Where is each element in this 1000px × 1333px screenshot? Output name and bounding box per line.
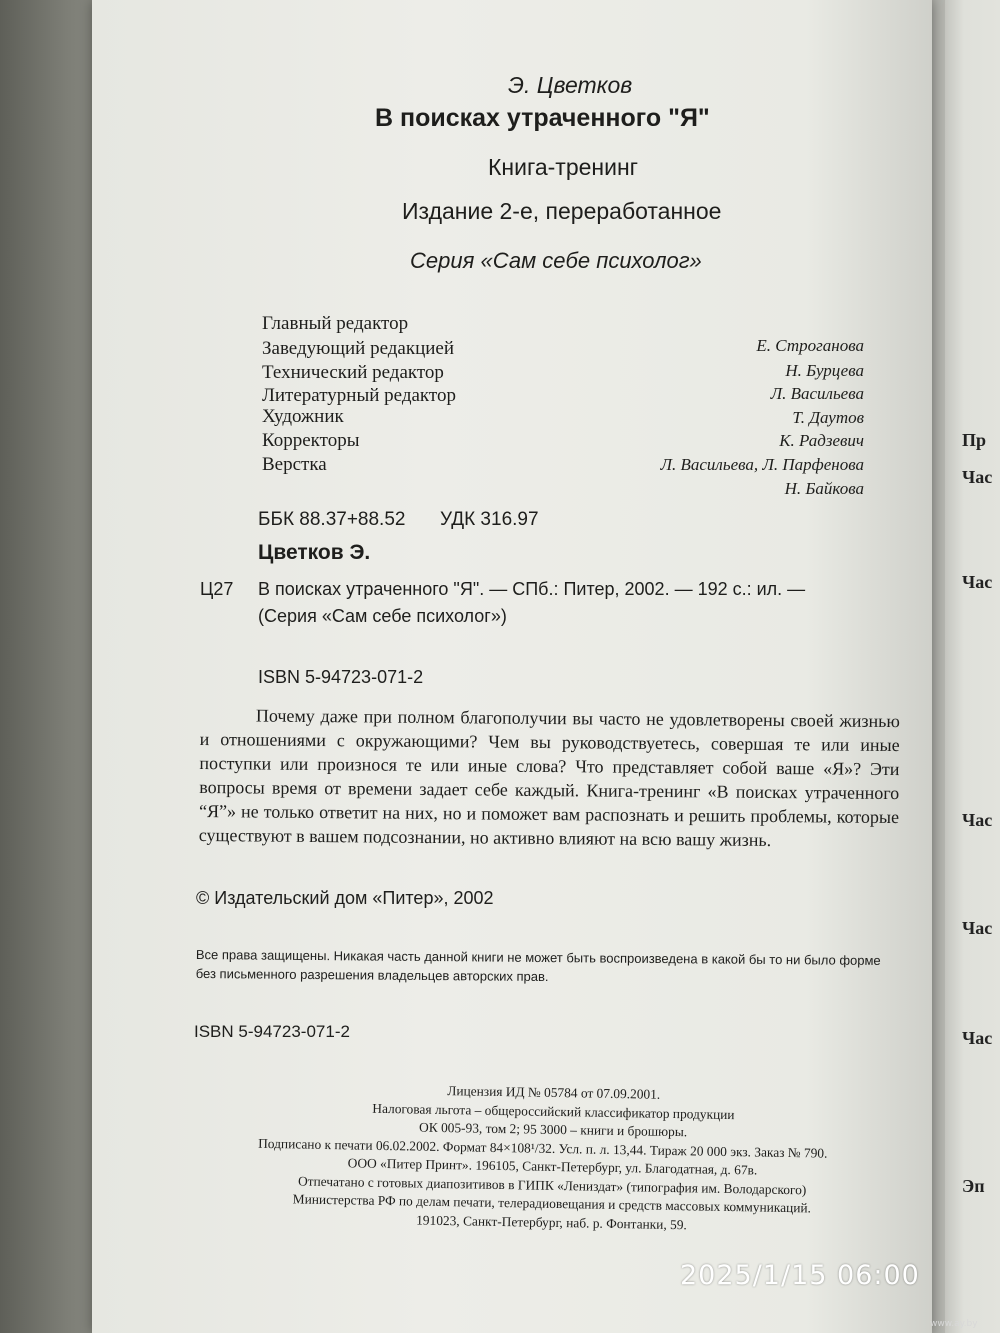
imprint-line: Лицензия ИД № 05784 от 07.09.2001. [447, 1083, 661, 1102]
catalog-author: Цветков Э. [258, 541, 371, 564]
imprint-line: Отпечатано с готовых диапозитивов в ГИПК «Лениздат» (типография им. Володарского) [297, 1172, 807, 1197]
facing-page-fragment: Час [962, 810, 993, 830]
udk-code: УДК 316.97 [440, 509, 539, 530]
imprint-line: ООО «Питер Принт». 196105, Санкт-Петербург, ул. Благодатная, д. 67в. [347, 1155, 758, 1178]
facing-page-fragment: Час [962, 918, 993, 938]
credit-role: Главный редактор [262, 313, 409, 334]
facing-page-fragment: Час [962, 572, 993, 592]
imprint-line: 191023, Санкт-Петербург, наб. р. Фонтанки, 59. [416, 1212, 687, 1232]
credit-role: Художник [262, 406, 344, 427]
isbn-top: ISBN 5-94723-071-2 [258, 667, 424, 687]
bbk-code: ББК 88.37+88.52 [258, 509, 406, 530]
credit-name: Л. Васильева [770, 384, 864, 403]
imprint-line: Министерства РФ по делам печати, телерадиовещания и средств массовых коммуникаций. [292, 1191, 812, 1216]
copyright-notice: © Издательский дом «Питер», 2002 [196, 888, 494, 908]
credit-role: Заведующий редакцией [262, 338, 455, 359]
credit-name: К. Радзевич [779, 431, 864, 450]
imprint-block [211, 1078, 893, 1238]
book-subtitle: Книга-тренинг [488, 154, 639, 180]
credit-name: Е. Строганова [756, 336, 864, 355]
credit-name: Н. Бурцева [785, 361, 864, 380]
imprint-line: Подписано к печати 06.02.2002. Формат 84×108¹/32. Усл. п. л. 13,44. Тираж 20 000 экз. Заказ № 790. [258, 1135, 828, 1161]
credit-name: Т. Даутов [792, 408, 864, 427]
catalog-description: В поисках утраченного "Я". — СПб.: Питер, 2002. — 192 с.: ил. — [258, 579, 806, 599]
imprint-line: ОК 005-93, том 2; 95 3000 – книги и брошюры. [418, 1119, 688, 1140]
credit-name: Н. Байкова [784, 479, 864, 498]
site-watermark: www.ay.by [930, 1319, 978, 1329]
credit-name: Л. Васильева, Л. Парфенова [660, 455, 864, 474]
annotation-text: Почему даже при полном благополучии вы часто не удовлетворены своей жизнью и отношениями с окружающими? Чем вы руководствуетесь, совершая те или иные поступки или произнося те или иные слова? Что представляет собой ваше «Я»? Эти вопросы время от времени задает себе каждый. Книга-тренинг «В поисках утраченного “Я”» не только ответит на них, но и поможет вам распознать и решить проблемы, которые существуют в вашем подсознании, но активно влияют на всю вашу жизнь. [198, 705, 900, 850]
series-name: Серия «Сам себе психолог» [410, 248, 702, 273]
facing-page-fragment: Час [962, 467, 993, 487]
credit-role: Технический редактор [262, 362, 444, 383]
catalog-series: (Серия «Сам себе психолог») [258, 606, 507, 626]
facing-page-fragment: Эп [962, 1176, 985, 1196]
isbn-bottom: ISBN 5-94723-071-2 [194, 1022, 350, 1041]
facing-page-fragment: Час [962, 1028, 993, 1048]
credit-role: Литературный редактор [262, 385, 456, 406]
facing-page-fragment: Пр [962, 430, 987, 450]
author-mark: Ц27 [200, 579, 234, 599]
imprint-line: Налоговая льгота – общероссийский классификатор продукции [372, 1100, 735, 1122]
author-name: Э. Цветков [508, 72, 633, 98]
edition-note: Издание 2-е, переработанное [402, 198, 722, 224]
rights-notice: Все права защищены. Никакая часть данной книги не может быть воспроизведена в какой бы то ни было форме без письменного разрешения владельцев авторских прав. [195, 946, 881, 985]
credit-role: Верстка [262, 454, 327, 475]
facing-page [940, 0, 1000, 1333]
book-title: В поисках утраченного "Я" [375, 104, 710, 132]
photo-timestamp: 2025/1/15 06:00 [680, 1260, 920, 1291]
credit-role: Корректоры [262, 430, 360, 451]
